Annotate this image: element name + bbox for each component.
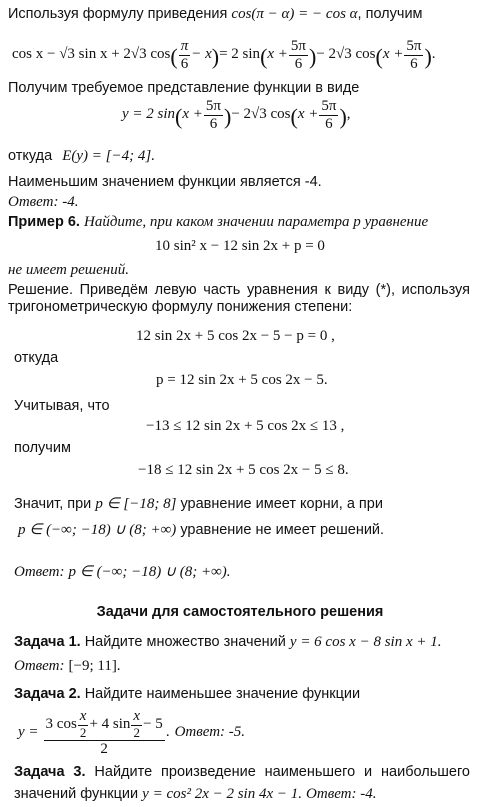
num: x bbox=[79, 708, 87, 724]
den: 2 bbox=[133, 724, 140, 740]
formula-part: , bbox=[346, 106, 351, 123]
formula-part: x + bbox=[382, 46, 404, 63]
text-otkuda: откуда bbox=[14, 350, 59, 366]
example-6-equation: 10 sin² x − 12 sin 2x + p = 0 bbox=[155, 238, 325, 254]
text: Найдите, при каком значении параметра p уравнение bbox=[84, 214, 429, 230]
equation-2: p = 12 sin 2x + 5 cos 2x − 5. bbox=[156, 372, 328, 388]
formula: p ∈ [−18; 8] bbox=[95, 496, 177, 512]
num: 5π bbox=[205, 98, 221, 114]
line-znachit bbox=[14, 496, 383, 513]
text: Значит, при bbox=[14, 496, 92, 512]
equation-1: 12 sin 2x + 5 cos 2x − 5 − p = 0 , bbox=[136, 328, 335, 344]
section-heading: Задачи для самостоятельного решения bbox=[96, 604, 384, 620]
num: 5π bbox=[406, 38, 422, 54]
den: 6 bbox=[209, 115, 218, 132]
formula-part: x + bbox=[267, 46, 288, 63]
formula: E(y) = [−4; 4]. bbox=[62, 148, 155, 164]
text-poluchim: получим bbox=[14, 440, 71, 456]
den: 2 bbox=[79, 724, 87, 740]
text: Найдите произведение наименьшего и наибольшего bbox=[94, 764, 470, 780]
den: 6 bbox=[294, 55, 303, 72]
text: уравнение имеет корни, а при bbox=[180, 496, 383, 512]
label: Ответ: bbox=[14, 658, 65, 674]
text: Найдите наименьшее значение функции bbox=[84, 686, 361, 702]
formula: [−9; 11]. bbox=[68, 658, 121, 674]
formula-part: − 5 bbox=[143, 715, 163, 732]
task-3 bbox=[14, 764, 470, 781]
den: 6 bbox=[180, 55, 189, 72]
text-uchityvaya: Учитывая, что bbox=[14, 398, 110, 414]
num: 5π bbox=[290, 38, 306, 54]
example-6 bbox=[8, 214, 428, 231]
task-3-line-2 bbox=[14, 786, 377, 803]
formula-part: x + bbox=[297, 106, 319, 123]
line-1 bbox=[8, 6, 423, 23]
formula-part: − 2√3 cos bbox=[316, 46, 376, 63]
fraction bbox=[78, 708, 89, 740]
formula-part: − 2√3 cos bbox=[231, 106, 291, 123]
text: Найдите множество значений bbox=[84, 634, 286, 650]
num: 5π bbox=[321, 98, 337, 114]
label: Ответ: bbox=[14, 564, 65, 580]
text: значений функции bbox=[14, 786, 139, 802]
answer-2 bbox=[14, 564, 231, 581]
formula-part: − x bbox=[191, 46, 212, 63]
den: 6 bbox=[325, 115, 333, 132]
line-3: Получим требуемое представление функции в виде bbox=[8, 80, 360, 96]
fraction bbox=[131, 708, 142, 740]
label: Задача 1. bbox=[14, 634, 81, 650]
text: Используя формулу приведения bbox=[8, 6, 228, 22]
formula-part: cos x − √3 sin x + 2√3 cos bbox=[12, 46, 171, 63]
formula-part: + 4 sin bbox=[89, 715, 131, 732]
formula-part: 3 cos bbox=[45, 715, 77, 732]
formula: y = cos² 2x − 2 sin 4x − 1. bbox=[142, 786, 303, 802]
fraction bbox=[319, 98, 338, 132]
big-fraction bbox=[44, 708, 165, 757]
label: Задача 3. bbox=[14, 764, 86, 780]
example-6-tail: не имеет решений. bbox=[8, 262, 129, 278]
task-2-formula bbox=[18, 708, 245, 757]
answer-1: Ответ: -4. bbox=[8, 194, 79, 210]
formula-part: . bbox=[165, 724, 170, 741]
numerator bbox=[44, 708, 165, 741]
den: 6 bbox=[410, 55, 418, 72]
fraction bbox=[404, 38, 423, 72]
formula-part: y = bbox=[18, 724, 39, 741]
formula: cos(π − α) = − cos α bbox=[231, 6, 358, 22]
text: откуда bbox=[8, 148, 53, 164]
formula: p ∈ (−∞; −18) ∪ (8; +∞). bbox=[68, 564, 231, 580]
line-no-solutions bbox=[18, 522, 384, 539]
task-1-answer bbox=[14, 658, 121, 675]
num: x bbox=[133, 708, 141, 724]
formula-part: y = 2 sin bbox=[122, 106, 176, 123]
denominator: 2 bbox=[100, 740, 108, 757]
text: уравнение не имеет решений. bbox=[180, 522, 385, 538]
line-6: Наименьшим значением функции является -4. bbox=[8, 174, 322, 190]
formula-reduction: cos x − √3 sin x + 2√3 cos ( $\frac{\pi}{6}$ − x ) = 2 sin ( x + $\frac{5\pi}{6}$ ) − 2√3 cos ( x + $\frac{5\pi}{6}$ ) . bbox=[12, 38, 436, 72]
num: π bbox=[180, 38, 189, 54]
equation-4: −18 ≤ 12 sin 2x + 5 cos 2x − 5 ≤ 8. bbox=[138, 462, 349, 478]
task-2-answer: Ответ: -5. bbox=[174, 724, 246, 741]
label: Пример 6. bbox=[8, 214, 80, 230]
formula-part: = 2 sin bbox=[219, 46, 261, 63]
equation-3: −13 ≤ 12 sin 2x + 5 cos 2x ≤ 13 , bbox=[146, 418, 345, 434]
fraction bbox=[179, 38, 191, 72]
formula: y = 6 cos x − 8 sin x + 1. bbox=[289, 634, 442, 650]
fraction bbox=[204, 98, 223, 132]
line-5 bbox=[8, 148, 155, 165]
task-3-answer: Ответ: -4. bbox=[306, 786, 377, 802]
fraction bbox=[289, 38, 308, 72]
formula-part: . bbox=[431, 46, 436, 63]
formula: p ∈ (−∞; −18) ∪ (8; +∞) bbox=[18, 522, 177, 538]
solution-text: Решение. Приведём левую часть уравнения к виду (*), используя тригонометрическую формулу понижения степени: bbox=[8, 282, 470, 316]
formula-result: y = 2 sin ( x + $\frac{5\pi}{6}$ ) − 2√3 cos ( x + $\frac{5\pi}{6}$ ) , bbox=[122, 98, 351, 132]
task-2 bbox=[14, 686, 360, 703]
label: Задача 2. bbox=[14, 686, 81, 702]
text: , получим bbox=[357, 6, 423, 22]
formula-part: x + bbox=[182, 106, 203, 123]
task-1 bbox=[14, 634, 442, 651]
